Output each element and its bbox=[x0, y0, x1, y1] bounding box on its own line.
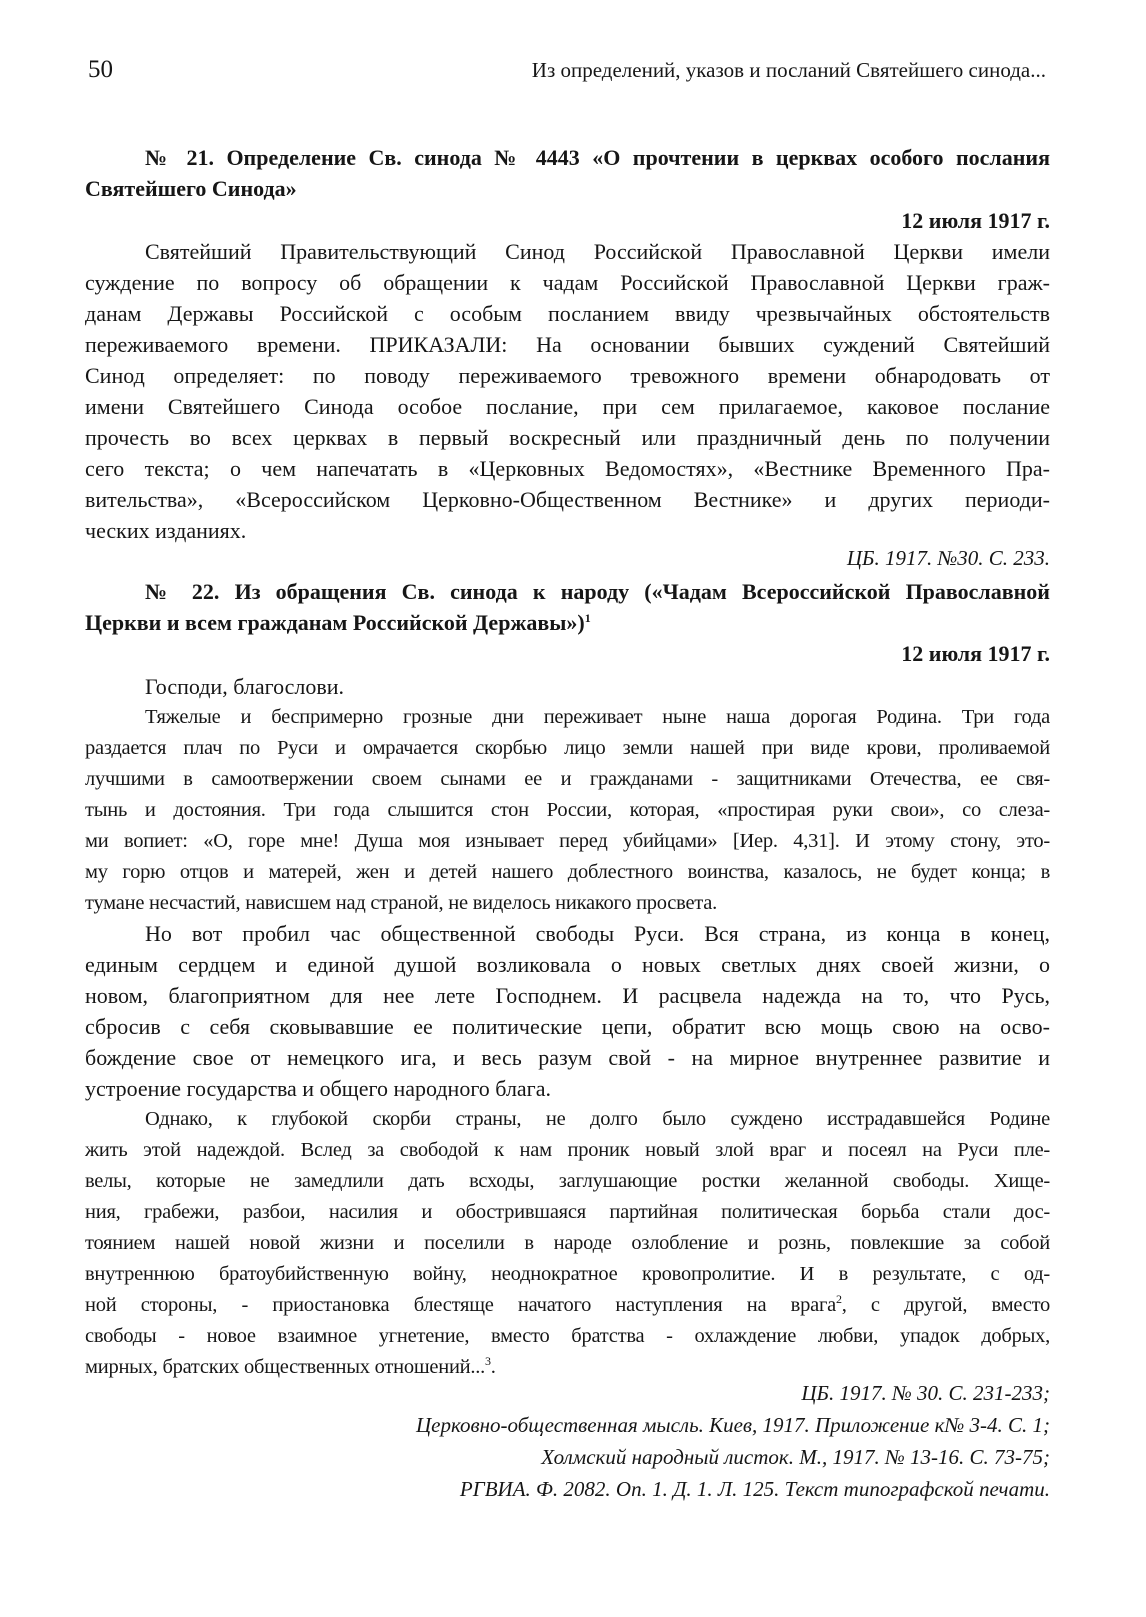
text-line: Но вот пробил час общественной свободы Руси. Вся страна, из конца в конец, bbox=[145, 921, 1050, 946]
text-line: тынь и достояния. Три года слышится стон России, которая, «простирая руки свои», со слеза- bbox=[85, 799, 1050, 821]
text-line: сбросив с себя сковывавшие ее политические цепи, обратит всю мощь свою на осво- bbox=[85, 1014, 1050, 1039]
text-line: Церковно-общественная мысль. Киев, 1917. Приложение к№ 3-4. С. 1; bbox=[415, 1413, 1050, 1437]
text-line: Холмский народный листок. М., 1917. № 13-16. С. 73-75; bbox=[541, 1445, 1050, 1469]
text-line: внутреннюю братоубийственную войну, неоднократное кровопролитие. И в результате, с од- bbox=[85, 1263, 1050, 1285]
running-title: Из определений, указов и посланий Святейшего синода... bbox=[531, 58, 1046, 82]
paragraph-1 bbox=[85, 702, 1050, 919]
text-line: раздается плач по Руси и омрачается скорбью лицо земли нашей при виде крови, проливаемой bbox=[85, 737, 1050, 759]
footnote-marker: 2 bbox=[835, 1292, 842, 1306]
text-line: ЦБ. 1917. № 30. С. 231-233; bbox=[801, 1381, 1050, 1405]
text-line: ческих изданиях. bbox=[85, 518, 247, 543]
greeting bbox=[85, 671, 1050, 702]
text-line: имени Святейшего Синода особое послание, при сем прилагаемое, каковое послание bbox=[85, 394, 1050, 419]
text-line: велы, которые не замедлили дать всходы, заглушающие ростки желанной свободы. Хище- bbox=[85, 1170, 1050, 1192]
page-number: 50 bbox=[88, 56, 113, 83]
text-line bbox=[85, 1290, 1050, 1321]
text-line: ми вопиет: «О, горе мне! Душа моя изнывает перед убийцами» [Иер. 4,31]. И этому стону, это- bbox=[85, 830, 1050, 852]
text-line bbox=[85, 607, 1050, 638]
line-text-after: . bbox=[490, 1356, 496, 1378]
line-text: ной стороны, - приостановка блестяще начатого наступления на врага bbox=[85, 1294, 836, 1316]
text-line: тумане несчастий, нависшем над страной, не виделось никакого просвета. bbox=[85, 892, 717, 914]
text-line: тоянием нашей новой жизни и поселили в народе озлобление и рознь, повлекшие за собой bbox=[85, 1232, 1050, 1254]
text-line: переживаемого времени. ПРИКАЗАЛИ: На основании бывших суждений Святейший bbox=[85, 332, 1050, 357]
document-21-heading bbox=[85, 142, 1050, 204]
paragraph-3 bbox=[85, 1104, 1050, 1383]
text-line: лучшими в самоотвержении своем сынами ее и гражданами - защитниками Отечества, ее свя- bbox=[85, 768, 1050, 790]
document-21-source bbox=[85, 542, 1050, 574]
document-22-sources bbox=[85, 1377, 1050, 1505]
text-line: ния, грабежи, разбои, насилия и обострившаяся партийная политическая борьба стали дос- bbox=[85, 1201, 1050, 1223]
text-line: Тяжелые и беспримерно грозные дни переживает ныне наша дорогая Родина. Три года bbox=[145, 706, 1050, 728]
text-line: устроение государства и общего народного блага. bbox=[85, 1076, 551, 1101]
text-line: бождение свое от немецкого ига, и весь разум свой - на мирное внутреннее развитие и bbox=[85, 1045, 1050, 1070]
text-line: Синод определяет: по поводу переживаемого тревожного времени обнародовать от bbox=[85, 363, 1050, 388]
document-22-date bbox=[85, 638, 1050, 669]
text-line: вительства», «Всероссийском Церковно-Общественном Вестнике» и других периоди- bbox=[85, 487, 1050, 512]
text-line: № 21. Определение Св. синода № 4443 «О прочтении в церквах особого послания bbox=[145, 145, 1050, 170]
footnote-marker: 3 bbox=[485, 1354, 491, 1368]
document-21-text bbox=[85, 236, 1050, 546]
text-line: Господи, благослови. bbox=[145, 674, 345, 699]
document-22-heading bbox=[85, 576, 1050, 638]
text-line: РГВИА. Ф. 2082. Оп. 1. Д. 1. Л. 125. Текст типографской печати. bbox=[459, 1477, 1050, 1501]
text-line: сего текста; о чем напечатать в «Церковных Ведомостях», «Вестнике Временного Пра- bbox=[85, 456, 1050, 481]
text-line: Святейший Правительствующий Синод Российской Православной Церкви имели bbox=[145, 239, 1050, 264]
line-text: Церкви и всем гражданам Российской Державы») bbox=[85, 610, 585, 635]
text-line: му горю отцов и матерей, жен и детей нашего доблестного воинства, казалось, не будет конца; в bbox=[85, 861, 1050, 883]
text-line: единым сердцем и единой душой возликовала о новых светлых днях своей жизни, о bbox=[85, 952, 1050, 977]
line-text: мирных, братских общественных отношений... bbox=[85, 1356, 486, 1378]
text-line: данам Державы Российской с особым посланием ввиду чрезвычайных обстоятельств bbox=[85, 301, 1050, 326]
text-line: жить этой надеждой. Вслед за свободой к нам проник новый злой враг и посеял на Руси пле- bbox=[85, 1139, 1050, 1161]
paragraph-2 bbox=[85, 918, 1050, 1104]
document-21-date bbox=[85, 205, 1050, 236]
text-line: № 22. Из обращения Св. синода к народу («Чадам Всероссийской Православной bbox=[145, 579, 1050, 604]
footnote-marker: 1 bbox=[584, 611, 591, 625]
text-line: суждение по вопросу об обращении к чадам Российской Православной Церкви граж- bbox=[85, 270, 1050, 295]
text-line: прочесть во всех церквах в первый воскресный или праздничный день по получении bbox=[85, 425, 1050, 450]
text-line: свободы - новое взаимное угнетение, вместо братства - охлаждение любви, упадок добрых, bbox=[85, 1325, 1050, 1347]
text-line: 12 июля 1917 г. bbox=[901, 641, 1050, 666]
text-line: новом, благоприятном для нее лете Господнем. И расцвела надежда на то, что Русь, bbox=[85, 983, 1050, 1008]
text-line: ЦБ. 1917. №30. С. 233. bbox=[846, 546, 1050, 570]
text-line: Однако, к глубокой скорби страны, не долго было суждено исстрадавшейся Родине bbox=[145, 1108, 1050, 1130]
text-line: 12 июля 1917 г. bbox=[901, 208, 1050, 233]
text-line: Святейшего Синода» bbox=[85, 176, 297, 201]
line-text-after: , с другой, вместо bbox=[841, 1294, 1051, 1316]
